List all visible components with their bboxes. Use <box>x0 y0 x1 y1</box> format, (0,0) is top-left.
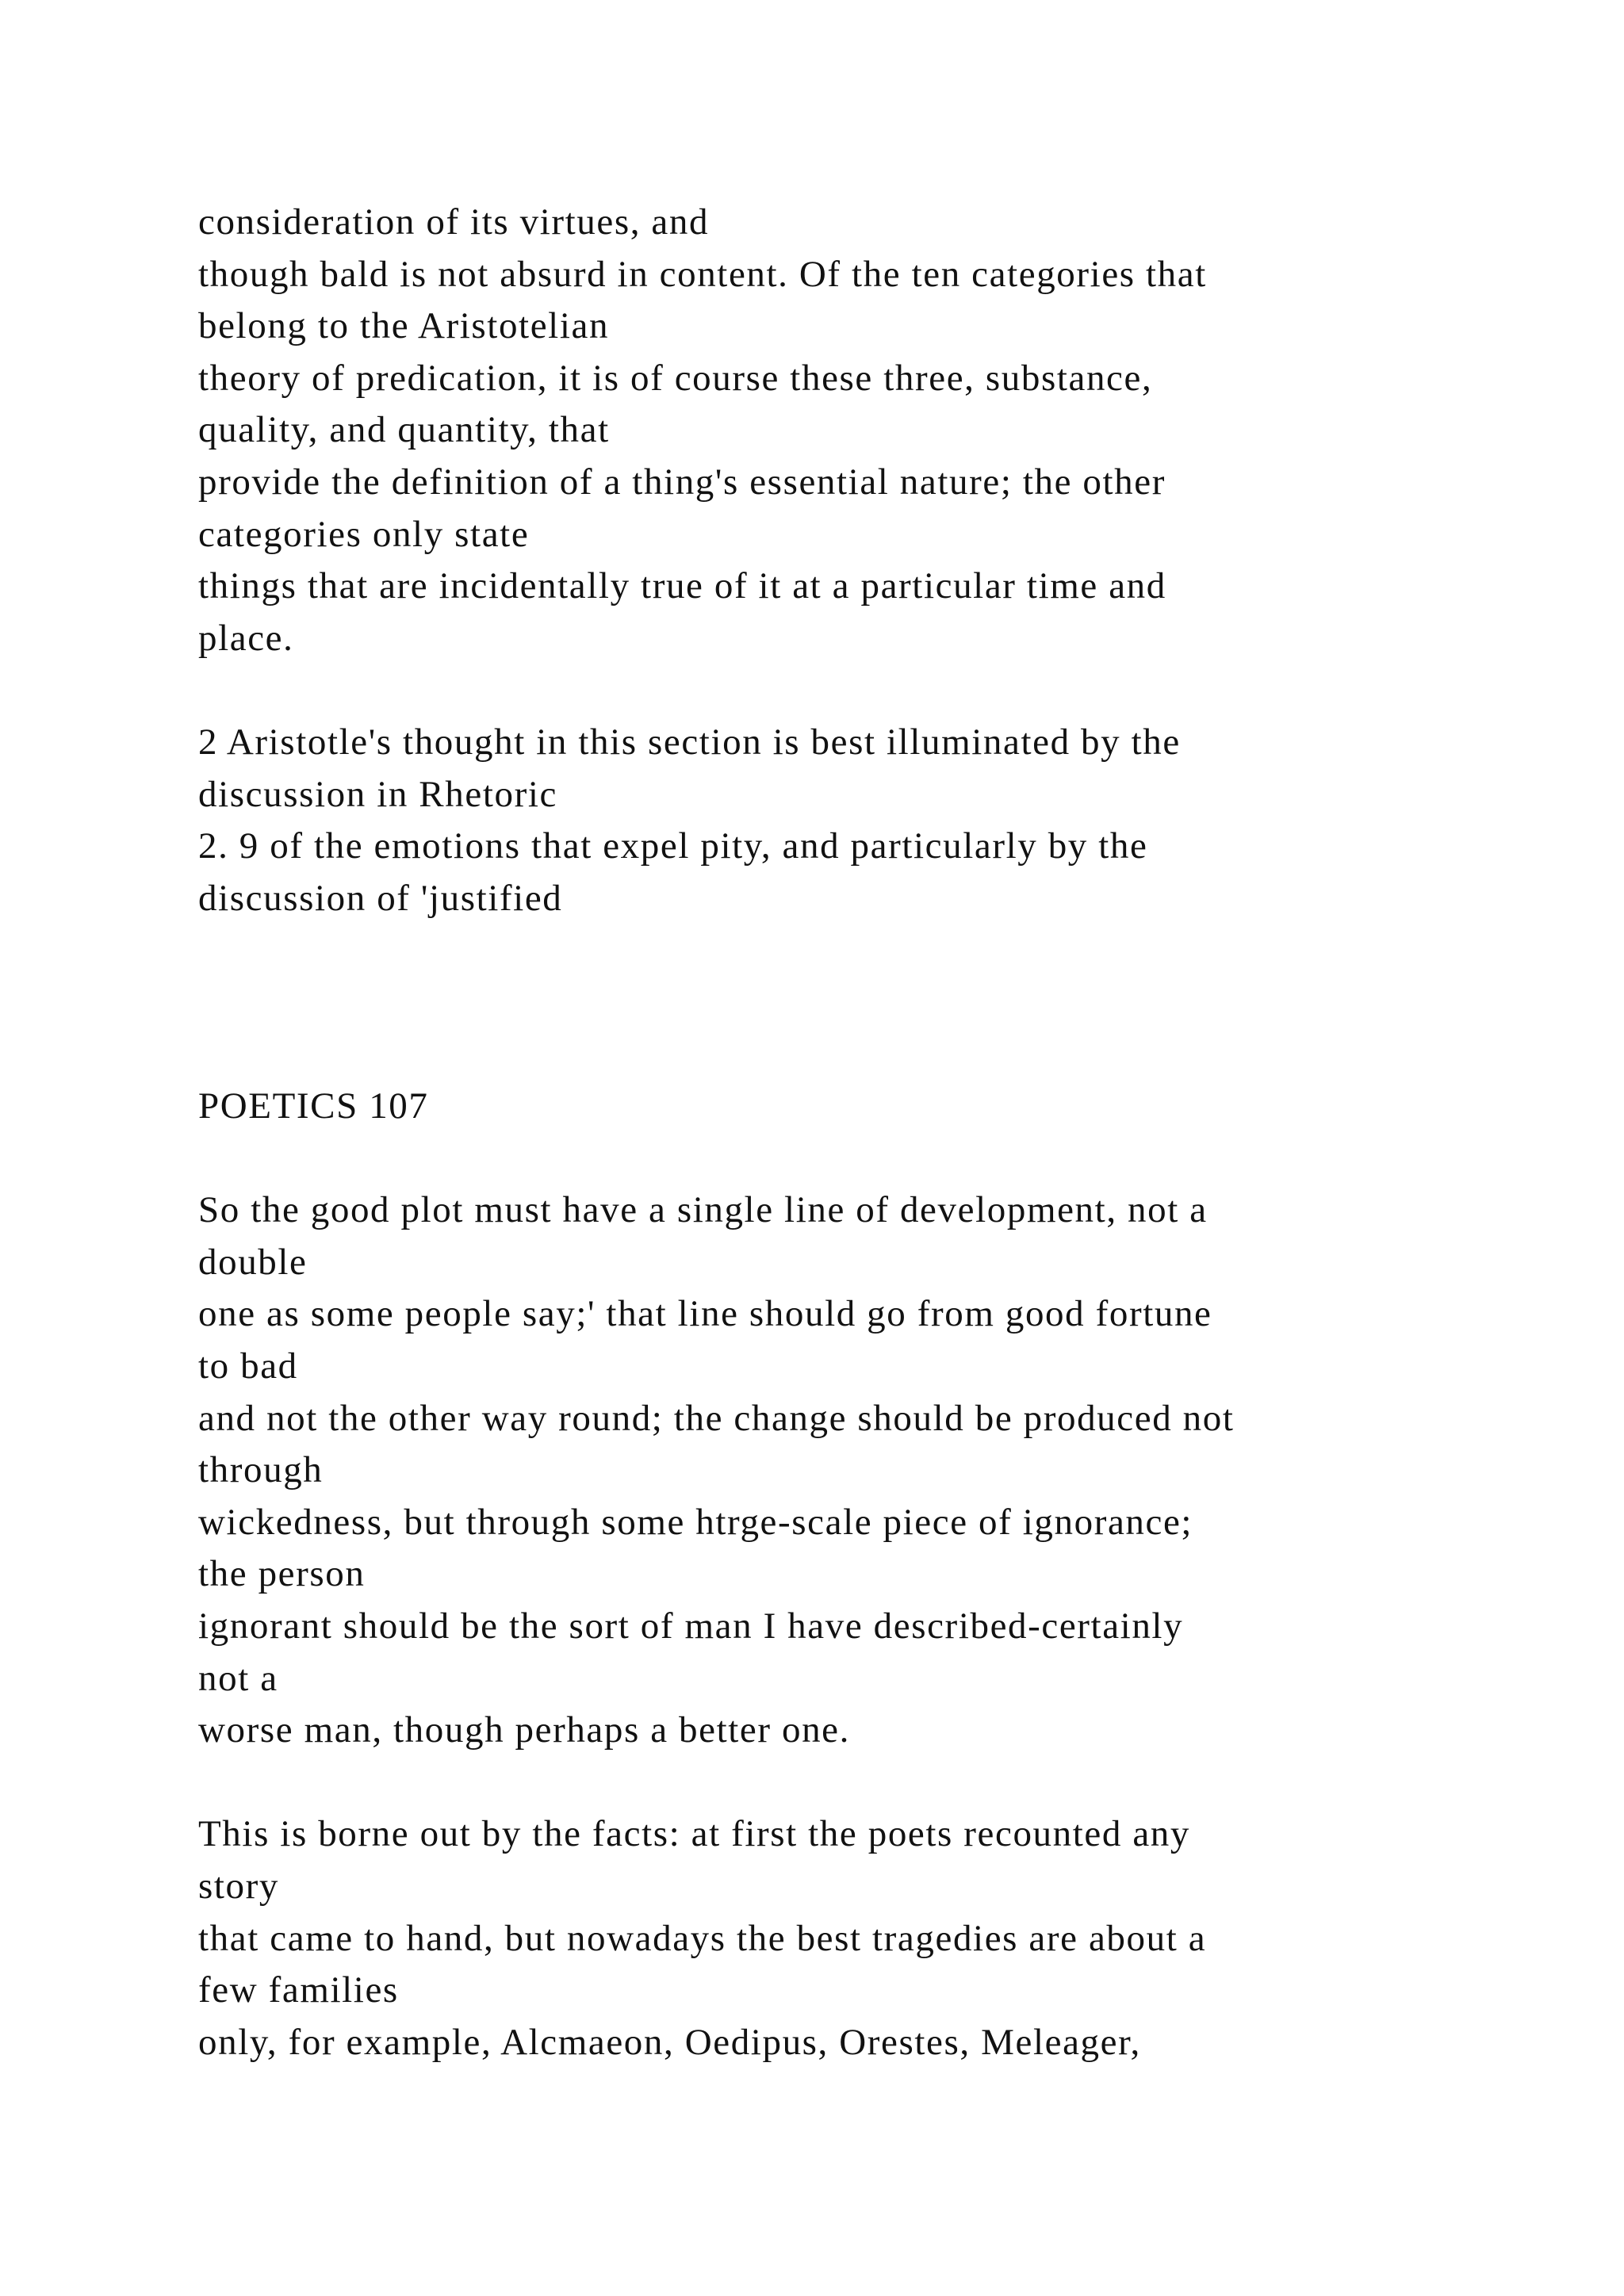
text-line: place. <box>198 617 294 659</box>
text-line: through <box>198 1449 324 1491</box>
footnote-line: 2. 9 of the emotions that expel pity, and particularly by the <box>198 825 1148 867</box>
paragraph-spacer <box>198 1757 1546 1809</box>
document-page <box>198 197 1546 2068</box>
text-line: one as some people say;' that line should go from good fortune <box>198 1293 1212 1335</box>
text-line: So the good plot must have a single line of development, not a <box>198 1189 1208 1231</box>
text-line: worse man, though perhaps a better one. <box>198 1709 850 1751</box>
text-line: This is borne out by the facts: at first the poets recounted any <box>198 1813 1190 1855</box>
footnote-2 <box>198 717 1546 924</box>
paragraph-categories <box>198 197 1546 664</box>
text-line: only, for example, Alcmaeon, Oedipus, Orestes, Meleager, <box>198 2021 1141 2063</box>
text-line: and not the other way round; the change should be produced not <box>198 1397 1235 1439</box>
text-line: the person <box>198 1553 366 1595</box>
footnote-line: discussion in Rhetoric <box>198 773 557 815</box>
running-head <box>198 1081 1546 1133</box>
text-line: that came to hand, but nowadays the best tragedies are about a <box>198 1917 1207 1959</box>
text-line: categories only state <box>198 513 530 555</box>
text-line: things that are incidentally true of it at a particular time and <box>198 565 1166 607</box>
text-line: belong to the Aristotelian <box>198 305 610 347</box>
text-line: ignorant should be the sort of man I have described-certainly <box>198 1605 1184 1647</box>
text-line: quality, and quantity, that <box>198 409 610 451</box>
text-line: theory of predication, it is of course these three, substance, <box>198 357 1153 399</box>
text-line: story <box>198 1866 279 1908</box>
paragraph-spacer <box>198 664 1546 717</box>
text-line: double <box>198 1241 308 1283</box>
footnote-line: discussion of 'justified <box>198 877 563 919</box>
text-line: provide the definition of a thing's essential nature; the other <box>198 461 1166 503</box>
text-line: though bald is not absurd in content. Of the ten categories that <box>198 253 1207 295</box>
text-line: to bad <box>198 1345 298 1387</box>
paragraph-facts <box>198 1808 1546 2068</box>
text-line: wickedness, but through some htrge-scale piece of ignorance; <box>198 1501 1193 1543</box>
text-line: few families <box>198 1969 399 2011</box>
text-line: consideration of its virtues, and <box>198 201 710 243</box>
footnote-line: 2 Aristotle's thought in this section is best illuminated by the <box>198 721 1181 763</box>
paragraph-spacer <box>198 1133 1546 1185</box>
paragraph-good-plot <box>198 1184 1546 1757</box>
page-header: POETICS 107 <box>198 1085 429 1127</box>
section-spacer <box>198 924 1546 1081</box>
text-line: not a <box>198 1657 278 1699</box>
